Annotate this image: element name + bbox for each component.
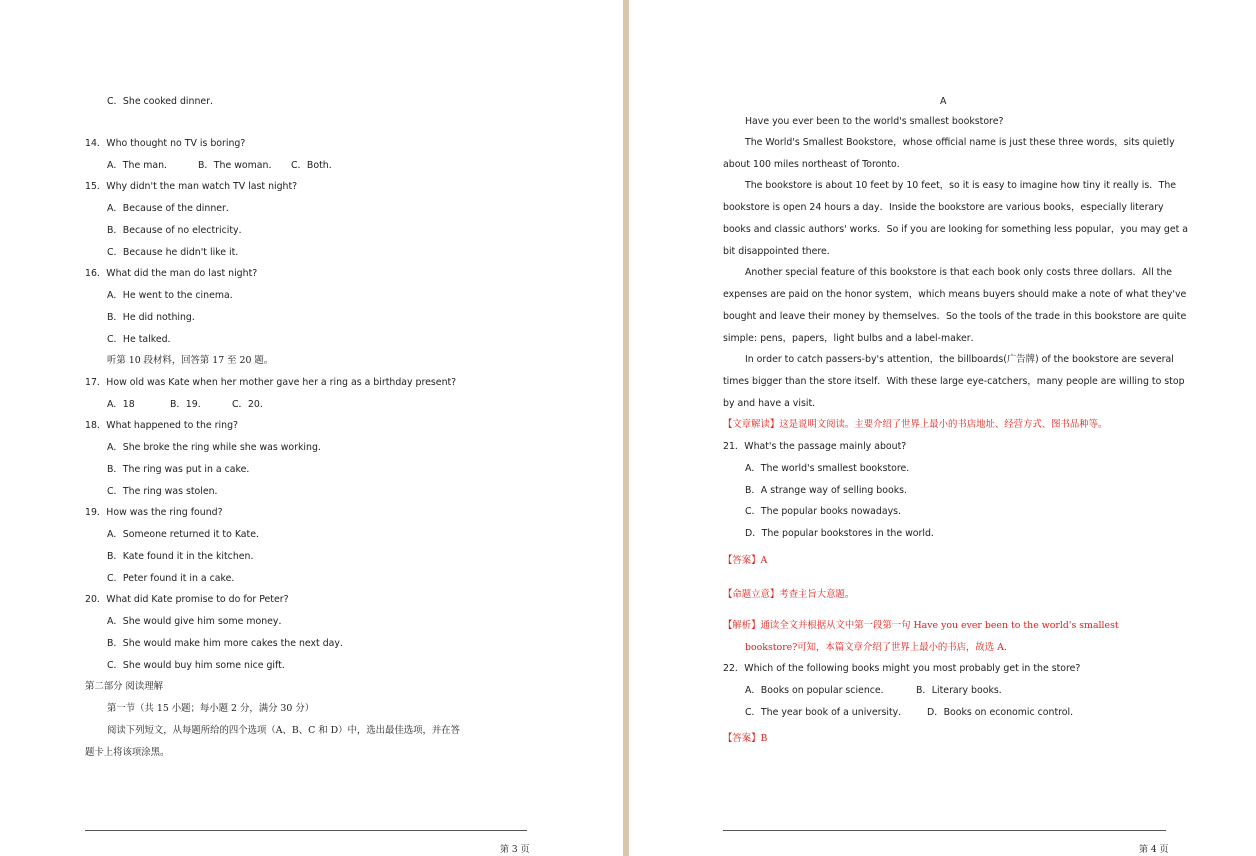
left-page xyxy=(0,0,623,856)
passage-analysis: 【文章解读】这是说明文阅读。主要介绍了世界上最小的书店地址、经营方式、图书品种等。 xyxy=(723,419,1108,430)
q21-option-a: A．The world's smallest bookstore． xyxy=(745,463,916,474)
q19-option-c: C．Peter found it in a cake． xyxy=(107,573,241,584)
q14-option-c: C．Both． xyxy=(291,160,339,171)
passage-paragraph-1: Have you ever been to the world's smallest bookstore? xyxy=(745,116,1004,127)
passage-paragraph-4-line4: simple: pens，papers，light bulbs and a label-maker． xyxy=(723,333,980,344)
subsection-heading: 第一节（共 15 小题；每小题 2 分，满分 30 分） xyxy=(107,703,315,714)
page-number: 第 3 页 xyxy=(500,845,530,855)
page-number: 第 4 页 xyxy=(1139,845,1169,855)
q15-option-a: A．Because of the dinner． xyxy=(107,203,236,214)
q17-option-c: C．20． xyxy=(232,399,270,410)
q18-option-c: C．The ring was stolen． xyxy=(107,486,224,497)
q21-explanation-line2: bookstore?可知，本篇文章介绍了世界上最小的书店，故选 A. xyxy=(745,642,1007,653)
reading-instruction-line1: 阅读下列短文，从每题所给的四个选项（A、B、C 和 D）中，选出最佳选项，并在答 xyxy=(107,725,461,736)
question-16: 16．What did the man do last night? xyxy=(85,268,258,279)
q17-option-b: B．19． xyxy=(170,399,208,410)
q20-option-b: B．She would make him more cakes the next day． xyxy=(107,638,350,649)
footer-rule xyxy=(723,830,1166,831)
q17-option-a: A．18 xyxy=(107,399,135,410)
right-page xyxy=(629,0,1256,856)
q18-option-b: B．The ring was put in a cake． xyxy=(107,464,256,475)
q22-option-c: C．The year book of a university． xyxy=(745,707,908,718)
passage-paragraph-3-line1: The bookstore is about 10 feet by 10 feet，so it is easy to imagine how tiny it really is．The xyxy=(745,180,1177,191)
q18-option-a: A．She broke the ring while she was working． xyxy=(107,442,328,453)
q19-option-b: B．Kate found it in the kitchen． xyxy=(107,551,260,562)
listening-instruction: 听第 10 段材料，回答第 17 至 20 题。 xyxy=(107,355,274,366)
passage-paragraph-3-line2: bookstore is open 24 hours a day．Inside the bookstore are various books，especially literary xyxy=(723,202,1164,213)
passage-paragraph-5-line2: times bigger than the store itself．With these large eye-catchers，many people are willing to stop xyxy=(723,376,1185,387)
passage-paragraph-4-line3: bought and leave their money by themselves．So the tools of the trade in this bookstore are quite xyxy=(723,311,1187,322)
q21-option-d: D．The popular bookstores in the world． xyxy=(745,528,941,539)
passage-paragraph-5-line1: In order to catch passers-by's attention，the billboards(广告牌) of the bookstore are several xyxy=(745,354,1174,365)
q16-option-a: A．He went to the cinema． xyxy=(107,290,240,301)
question-15: 15．Why didn't the man watch TV last night? xyxy=(85,181,298,192)
question-22: 22．Which of the following books might you most probably get in the store? xyxy=(723,663,1081,674)
passage-paragraph-3-line3: books and classic authors' works．So if you are looking for something less popular，you may get a xyxy=(723,224,1189,235)
q21-option-c: C．The popular books nowadays． xyxy=(745,506,908,517)
q22-answer: 【答案】B xyxy=(723,733,768,744)
q16-option-b: B．He did nothing． xyxy=(107,312,202,323)
passage-label: A xyxy=(940,96,947,107)
passage-paragraph-3-line4: bit disappointed there． xyxy=(723,246,837,257)
q19-option-a: A．Someone returned it to Kate． xyxy=(107,529,266,540)
q16-option-c: C．He talked． xyxy=(107,334,177,345)
question-14: 14．Who thought no TV is boring? xyxy=(85,138,246,149)
q14-option-a: A．The man． xyxy=(107,160,174,171)
q21-explanation-line1: 【解析】通读全文并根据从文中第一段第一句 Have you ever been to the world's smallest xyxy=(723,620,1119,631)
q15-option-c: C．Because he didn't like it． xyxy=(107,247,245,258)
question-17: 17．How old was Kate when her mother gave her a ring as a birthday present? xyxy=(85,377,457,388)
footer-rule xyxy=(85,830,527,831)
passage-paragraph-2-line2: about 100 miles northeast of Toronto． xyxy=(723,159,907,170)
q14-option-b: B．The woman． xyxy=(198,160,278,171)
passage-paragraph-2-line1: The World's Smallest Bookstore，whose official name is just these three words，sits quietly xyxy=(745,137,1175,148)
question-18: 18．What happened to the ring? xyxy=(85,420,238,431)
passage-paragraph-5-line3: by and have a visit． xyxy=(723,398,822,409)
question-21: 21．What's the passage mainly about? xyxy=(723,441,907,452)
q21-answer: 【答案】A xyxy=(723,555,768,566)
q22-option-a: A．Books on popular science． xyxy=(745,685,891,696)
q15-option-b: B．Because of no electricity． xyxy=(107,225,248,236)
section-heading: 第二部分 阅读理解 xyxy=(85,681,163,692)
q22-option-d: D．Books on economic control． xyxy=(927,707,1080,718)
q20-option-c: C．She would buy him some nice gift． xyxy=(107,660,292,671)
q20-option-a: A．She would give him some money． xyxy=(107,616,288,627)
question-20: 20．What did Kate promise to do for Peter? xyxy=(85,594,289,605)
passage-paragraph-4-line2: expenses are paid on the honor system，which means buyers should make a note of what they've xyxy=(723,289,1187,300)
q22-option-b: B．Literary books． xyxy=(916,685,1009,696)
reading-instruction-line2: 题卡上将该项涂黑。 xyxy=(85,747,170,758)
passage-paragraph-4-line1: Another special feature of this bookstore is that each book only costs three dollars．All the xyxy=(745,267,1173,278)
q13-option-c: C．She cooked dinner． xyxy=(107,96,220,107)
q21-intent: 【命题立意】考查主旨大意题。 xyxy=(723,589,855,600)
q21-option-b: B．A strange way of selling books． xyxy=(745,485,914,496)
question-19: 19．How was the ring found? xyxy=(85,507,223,518)
